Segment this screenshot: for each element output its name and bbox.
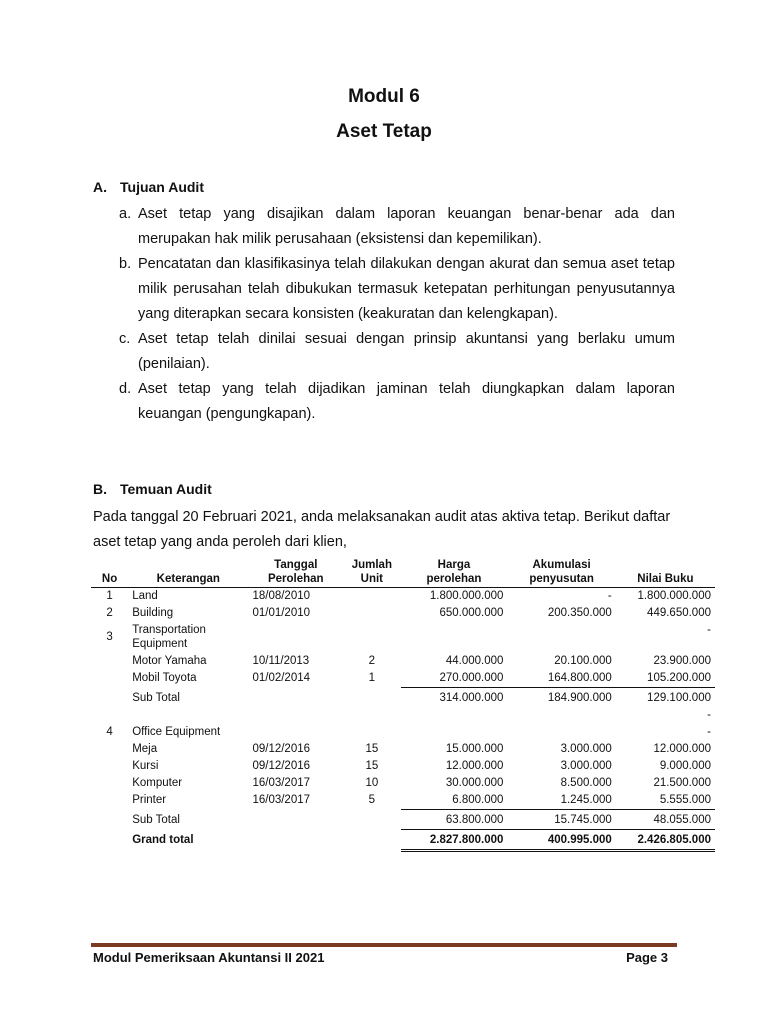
cell-nilai-buku: 21.500.000 <box>653 777 711 789</box>
cell-nilai-buku: 5.555.000 <box>659 794 711 806</box>
section-a-heading <box>93 179 204 195</box>
cell-akumulasi-penyusutan <box>507 622 615 653</box>
cell-harga-perolehan: 15.000.000 <box>445 743 504 755</box>
cell-akumulasi-penyusutan <box>507 724 615 741</box>
list-item-text: Aset tetap telah dinilai sesuai dengan prinsip akuntansi yang berlaku umum (penilaian). <box>138 331 675 372</box>
fixed-assets-table <box>91 558 715 852</box>
subtotal-row <box>91 810 715 830</box>
cell-nilai-buku: - <box>707 726 711 738</box>
list-item-label: a. <box>119 206 132 222</box>
cell-tanggal: 01/02/2014 <box>252 672 311 684</box>
cell-no <box>91 741 128 758</box>
table-row <box>91 707 715 724</box>
audit-objectives-list <box>119 202 675 427</box>
cell-jumlah-unit: 1 <box>368 672 376 684</box>
cell-tanggal <box>248 724 343 741</box>
cell-keterangan: Kursi <box>132 760 159 772</box>
cell-akumulasi-penyusutan: - <box>607 590 612 602</box>
footer-page-number: Page 3 <box>626 950 668 965</box>
cell-jumlah-unit <box>343 605 400 622</box>
cell-keterangan: Motor Yamaha <box>132 655 207 667</box>
cell-tanggal: 10/11/2013 <box>252 655 310 667</box>
cell-keterangan: Sub Total <box>132 691 180 704</box>
cell-harga-perolehan <box>401 622 508 653</box>
cell-keterangan: Land <box>132 590 158 602</box>
cell-nilai-buku: 48.055.000 <box>616 810 715 830</box>
cell-no: 4 <box>106 726 113 738</box>
table-body <box>91 588 715 851</box>
table-row <box>91 653 715 670</box>
cell-keterangan: Meja <box>132 743 158 755</box>
cell-keterangan: Sub Total <box>132 813 180 826</box>
cell-no <box>91 758 128 775</box>
cell-harga-perolehan: 270.000.000 <box>439 672 504 684</box>
cell-jumlah-unit: 10 <box>365 777 379 789</box>
cell-tanggal <box>248 830 343 851</box>
cell-no <box>91 688 128 708</box>
cell-nilai-buku: 9.000.000 <box>659 760 711 772</box>
footer-rule <box>91 943 677 947</box>
cell-akumulasi-penyusutan: 20.100.000 <box>554 655 612 667</box>
cell-no <box>91 792 128 810</box>
section-b-heading <box>93 481 212 497</box>
cell-no <box>91 810 128 830</box>
grand-total-row <box>91 830 715 851</box>
cell-harga-perolehan: 1.800.000.000 <box>429 590 504 602</box>
header-akumulasi: Akumulasi penyusutan <box>529 559 594 585</box>
cell-tanggal: 09/12/2016 <box>252 760 311 772</box>
subtotal-row <box>91 688 715 708</box>
cell-harga-perolehan: 12.000.000 <box>445 760 504 772</box>
cell-harga-perolehan: 6.800.000 <box>452 794 504 806</box>
cell-tanggal <box>248 707 343 724</box>
cell-keterangan: Building <box>132 607 174 619</box>
cell-harga-perolehan <box>401 707 508 724</box>
table-row <box>91 605 715 622</box>
cell-nilai-buku: 2.426.805.000 <box>616 830 715 851</box>
header-tanggal: Tanggal Perolehan <box>267 559 324 585</box>
header-jumlah: Jumlah Unit <box>351 559 392 585</box>
cell-tanggal <box>248 688 343 708</box>
cell-akumulasi-penyusutan: 3.000.000 <box>560 760 612 772</box>
cell-harga-perolehan: 44.000.000 <box>445 655 504 667</box>
cell-akumulasi-penyusutan: 200.350.000 <box>547 607 612 619</box>
cell-no <box>91 653 128 670</box>
cell-jumlah-unit <box>343 810 400 830</box>
cell-harga-perolehan: 2.827.800.000 <box>401 830 508 851</box>
table-row <box>91 670 715 688</box>
cell-akumulasi-penyusutan: 3.000.000 <box>560 743 612 755</box>
list-item-text: Pencatatan dan klasifikasinya telah dilakukan dengan akurat dan semua aset tetap milik perusahan telah dibukukan termasuk ketepatan perhitungan penyusutannya yang diterapkan secara konsisten (keakuratan dan kelengkapan). <box>138 256 675 322</box>
module-topic-title: Aset Tetap <box>336 121 432 142</box>
cell-jumlah-unit: 15 <box>365 743 379 755</box>
cell-tanggal: 18/08/2010 <box>252 590 311 602</box>
cell-no <box>91 707 128 724</box>
cell-jumlah-unit <box>343 707 400 724</box>
table-row <box>91 758 715 775</box>
cell-tanggal <box>248 622 343 653</box>
cell-keterangan: Printer <box>132 794 167 806</box>
list-item-text: Aset tetap yang disajikan dalam laporan keuangan benar-benar ada dan merupakan hak milik perusahaan (eksistensi dan kepemilikan). <box>138 206 675 247</box>
cell-akumulasi-penyusutan: 164.800.000 <box>547 672 612 684</box>
cell-tanggal <box>248 810 343 830</box>
cell-jumlah-unit <box>343 688 400 708</box>
header-harga: Harga perolehan <box>426 559 482 585</box>
header-no: No <box>101 573 118 585</box>
cell-jumlah-unit: 15 <box>365 760 379 772</box>
cell-jumlah-unit <box>343 724 400 741</box>
module-number-title: Modul 6 <box>348 86 420 107</box>
table-row <box>91 622 715 653</box>
cell-tanggal: 16/03/2017 <box>252 777 311 789</box>
cell-keterangan <box>128 707 248 724</box>
section-b-number: B. <box>93 481 107 497</box>
cell-tanggal: 09/12/2016 <box>252 743 311 755</box>
cell-harga-perolehan: 650.000.000 <box>439 607 504 619</box>
section-a-number: A. <box>93 179 107 195</box>
cell-no <box>91 775 128 792</box>
cell-no <box>91 670 128 688</box>
list-item <box>119 252 675 327</box>
table-row <box>91 741 715 758</box>
list-item <box>119 377 675 427</box>
table-row <box>91 792 715 810</box>
cell-akumulasi-penyusutan: 400.995.000 <box>507 830 615 851</box>
cell-nilai-buku: 12.000.000 <box>653 743 711 755</box>
section-b-intro: Pada tanggal 20 Februari 2021, anda melaksanakan audit atas aktiva tetap. Berikut daftar aset tetap yang anda peroleh dari klien, <box>93 509 671 550</box>
cell-no <box>91 830 128 851</box>
cell-jumlah-unit <box>343 830 400 851</box>
cell-keterangan: Komputer <box>132 777 183 789</box>
cell-no: 2 <box>106 607 113 619</box>
section-b-title: Temuan Audit <box>120 481 212 497</box>
section-a-title: Tujuan Audit <box>120 179 204 195</box>
cell-jumlah-unit: 5 <box>368 794 376 806</box>
table-row <box>91 588 715 606</box>
cell-akumulasi-penyusutan <box>507 707 615 724</box>
cell-keterangan: Transportation Equipment <box>132 624 206 650</box>
cell-akumulasi-penyusutan: 8.500.000 <box>560 777 612 789</box>
cell-akumulasi-penyusutan: 15.745.000 <box>507 810 615 830</box>
list-item <box>119 327 675 377</box>
cell-jumlah-unit: 2 <box>368 655 376 667</box>
list-item-label: d. <box>119 381 132 397</box>
cell-tanggal: 01/01/2010 <box>252 607 311 619</box>
list-item-label: b. <box>119 256 132 272</box>
cell-nilai-buku: - <box>707 624 711 636</box>
header-keterangan: Keterangan <box>156 573 220 585</box>
cell-jumlah-unit <box>343 622 400 653</box>
table-row <box>91 775 715 792</box>
cell-nilai-buku: 23.900.000 <box>653 655 711 667</box>
cell-akumulasi-penyusutan: 184.900.000 <box>507 688 615 708</box>
cell-jumlah-unit <box>343 588 400 606</box>
cell-harga-perolehan <box>401 724 508 741</box>
cell-no: 3 <box>106 631 113 643</box>
header-nilai-buku: Nilai Buku <box>637 573 694 585</box>
cell-nilai-buku: 449.650.000 <box>647 607 711 619</box>
list-item <box>119 202 675 252</box>
cell-nilai-buku: 1.800.000.000 <box>637 590 711 602</box>
cell-no: 1 <box>106 590 113 602</box>
list-item-label: c. <box>119 331 131 347</box>
cell-harga-perolehan: 30.000.000 <box>445 777 504 789</box>
cell-keterangan: Grand total <box>132 833 194 846</box>
footer-module-name: Modul Pemeriksaan Akuntansi II 2021 <box>93 950 325 965</box>
cell-keterangan: Office Equipment <box>132 726 221 738</box>
cell-nilai-buku: 105.200.000 <box>647 672 711 684</box>
cell-nilai-buku: 129.100.000 <box>616 688 715 708</box>
cell-keterangan: Mobil Toyota <box>132 672 197 684</box>
table-header-row <box>91 558 715 588</box>
table-row <box>91 724 715 741</box>
cell-harga-perolehan: 63.800.000 <box>401 810 508 830</box>
list-item-text: Aset tetap yang telah dijadikan jaminan telah diungkapkan dalam laporan keuangan (pengungkapan). <box>138 381 675 422</box>
cell-akumulasi-penyusutan: 1.245.000 <box>560 794 612 806</box>
cell-tanggal: 16/03/2017 <box>252 794 311 806</box>
cell-nilai-buku: - <box>707 709 711 721</box>
cell-harga-perolehan: 314.000.000 <box>401 688 508 708</box>
